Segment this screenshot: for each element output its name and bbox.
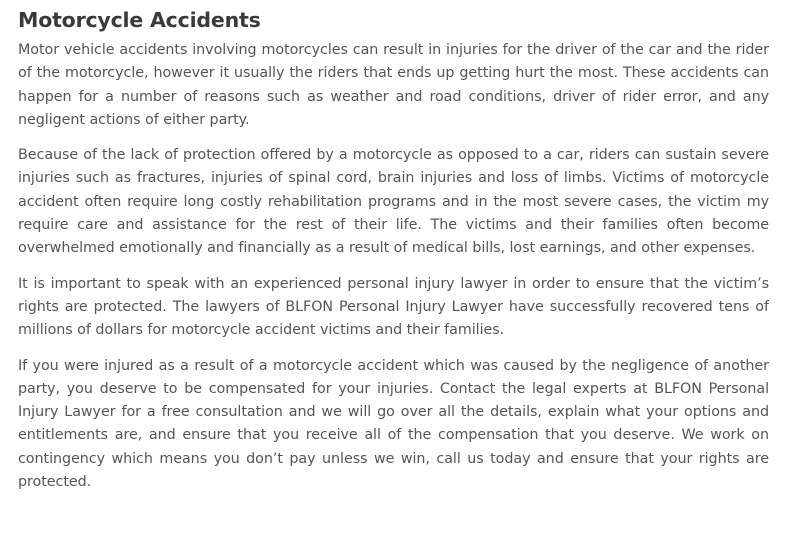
page-title: Motorcycle Accidents	[18, 8, 261, 32]
paragraph-lawyer: It is important to speak with an experienced personal injury lawyer in order to ensure that the victim’s rights are protected. The lawyers of BLFON Personal Injury Lawyer have successfully recovered tens of millions of dollars for motorcycle accident victims and their families.	[18, 275, 769, 339]
paragraph-contact: If you were injured as a result of a motorcycle accident which was caused by the negligence of another party, you deserve to be compensated for your injuries. Contact the legal experts at BLFON Personal Injury Lawyer for a free consultation and we will go over all the details, explain what your options and entitlements are, and ensure that you receive all of the compensation that you deserve. We work on contingency which means you don’t pay unless we win, call us today and ensure that your rights are protected.	[18, 357, 769, 491]
paragraph-injuries: Because of the lack of protection offered by a motorcycle as opposed to a car, riders can sustain severe injuries such as fractures, injuries of spinal cord, brain injuries and loss of limbs. Victims of motorcycle accident often require long costly rehabilitation programs and in the most severe cases, the victim my require care and assistance for the rest of their life. The victims and their families often become overwhelmed emotionally and financially as a result of medical bills, lost earnings, and other expenses.	[18, 147, 769, 257]
paragraph-intro: Motor vehicle accidents involving motorcycles can result in injuries for the driver of the car and the rider of the motorcycle, however it usually the riders that ends up getting hurt the most. These accidents can happen for a number of reasons such as weather and road conditions, driver of rider error, and any negligent actions of either party.	[18, 42, 769, 128]
article	[18, 4, 769, 506]
